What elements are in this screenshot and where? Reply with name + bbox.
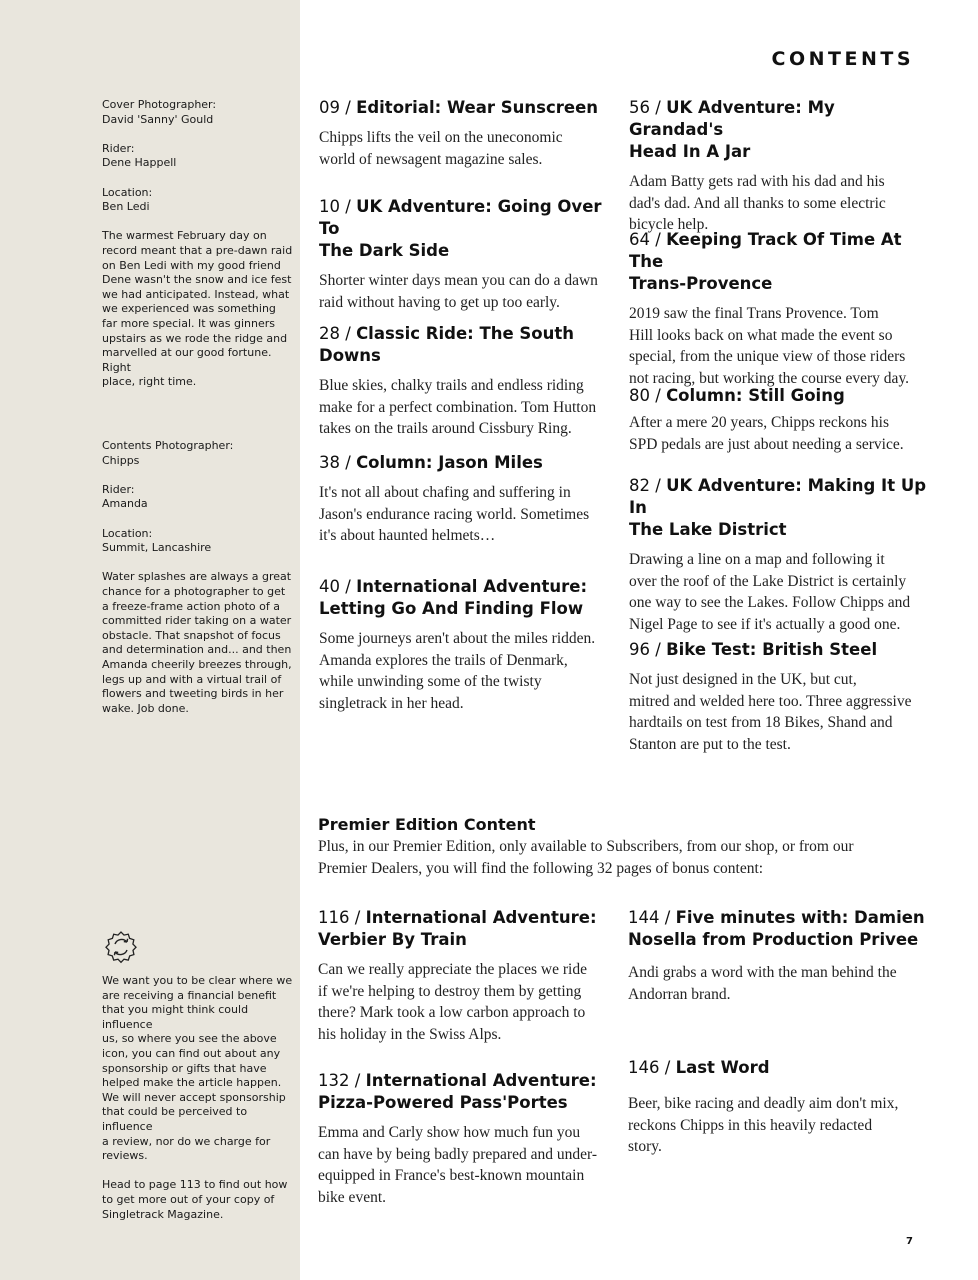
entry-title: Five minutes with: Damien — [675, 908, 925, 927]
cover-rider-label: Rider: — [102, 141, 135, 155]
entry-page-number: 144 — [628, 908, 660, 927]
entry-title-line-2: Nosella from Production Privee — [628, 930, 919, 949]
cover-caption — [102, 229, 294, 390]
entry-title: International Adventure: — [365, 1071, 597, 1090]
caption-line: place, right time. — [102, 375, 197, 389]
entry-description: Some journeys aren't about the miles ridden. Amanda explores the trails of Denmark, while unwinding some of the twisty singletrack in her head. — [319, 630, 596, 712]
sponsorship-footer-line: to get more out of your copy of — [102, 1192, 275, 1206]
page-number: 7 — [906, 1236, 913, 1247]
entry-description: Shorter winter days mean you can do a dawn raid without having to get up too early. — [319, 272, 598, 311]
entry-title: UK Adventure: My Grandad's — [629, 98, 835, 139]
premier-section-description: Plus, in our Premier Edition, only available to Subscribers, from our shop, or from our Premier Dealers, you will find the following 32 pages of bonus content: — [318, 838, 854, 877]
sponsorship-footer-line: Head to page 113 to find out how — [102, 1178, 288, 1192]
cover-location: Ben Ledi — [102, 200, 150, 214]
entry-title-line-2: The Lake District — [629, 520, 787, 539]
caption-line: wake. Job done. — [102, 701, 189, 715]
sponsorship-line: a review, nor do we charge for — [102, 1134, 271, 1148]
cover-photographer: David 'Sanny' Gould — [102, 112, 214, 126]
entry-page-number: 38 — [319, 453, 340, 472]
entry-title-line-2: Pizza-Powered Pass'Portes — [318, 1093, 568, 1112]
toc-entry[interactable] — [628, 1057, 928, 1158]
entry-heading[interactable]: 09 / Editorial: Wear Sunscreen — [319, 98, 599, 117]
contents-rider: Amanda — [102, 497, 148, 511]
entry-heading[interactable]: 40 / International Adventure: Letting Go And Finding Flow — [319, 577, 588, 618]
entry-heading[interactable]: 10 / UK Adventure: Going Over To The Dark Side — [319, 197, 602, 260]
entry-title-line-2: Verbier By Train — [318, 930, 467, 949]
toc-entry[interactable] — [318, 907, 618, 1045]
entry-title: Bike Test: British Steel — [666, 640, 878, 659]
contents-rider-label: Rider: — [102, 482, 135, 496]
entry-heading[interactable]: 96 / Bike Test: British Steel — [629, 640, 878, 659]
entry-title-line-2: Trans-Provence — [629, 274, 773, 293]
contents-caption — [102, 570, 294, 716]
toc-entry[interactable] — [319, 323, 619, 440]
toc-entry[interactable] — [629, 475, 929, 635]
caption-line: committed rider taking on a water — [102, 614, 292, 628]
entry-heading[interactable]: 116 / International Adventure: Verbier By Train — [318, 908, 597, 949]
sponsorship-line: We want you to be clear where we — [102, 974, 293, 987]
cover-credits — [102, 98, 294, 390]
entry-title: International Adventure: — [365, 908, 597, 927]
sponsorship-footer-line: Singletrack Magazine. — [102, 1207, 224, 1221]
contents-photo-credits — [102, 439, 294, 716]
sponsorship-icon — [102, 928, 140, 966]
entry-title: Column: Still Going — [666, 386, 845, 405]
caption-line: Dene wasn't the snow and ice fest — [102, 273, 292, 287]
toc-entry[interactable] — [629, 639, 929, 755]
toc-entry[interactable] — [319, 452, 619, 547]
entry-description: 2019 saw the final Trans Provence. Tom Hill looks back on what made the event so special, from the unique view of those riders not racing, but working the course every day. — [629, 305, 910, 387]
entry-heading[interactable]: 146 / Last Word — [628, 1058, 770, 1077]
entry-heading[interactable]: 56 / UK Adventure: My Grandad's Head In A Jar — [629, 98, 835, 161]
entry-page-number: 56 — [629, 98, 650, 117]
contents-photographer: Chipps — [102, 453, 140, 467]
entry-description: Blue skies, chalky trails and endless riding make for a perfect combination. Tom Hutton takes on the trails around Cissbury Ring. — [319, 377, 597, 438]
caption-line: Water splashes are always a great — [102, 570, 292, 584]
caption-line: flowers and tweeting birds in her — [102, 687, 284, 701]
entry-page-number: 28 — [319, 324, 340, 343]
sponsorship-note — [102, 974, 294, 1222]
entry-description: Can we really appreciate the places we ride if we're helping to destroy them by getting there? Mark took a low carbon approach to his holiday in the Swiss Alps. — [318, 961, 587, 1043]
entry-page-number: 80 — [629, 386, 650, 405]
entry-title: Last Word — [675, 1058, 770, 1077]
toc-entry[interactable] — [628, 907, 928, 1005]
entry-description: Not just designed in the UK, but cut, mitred and welded here too. Three aggressive hardtails on test from 18 Bikes, Shand and Stanton are put to the test. — [629, 671, 912, 753]
premier-section-title: Premier Edition Content — [318, 815, 536, 834]
entry-heading[interactable]: 132 / International Adventure: Pizza-Powered Pass'Portes — [318, 1071, 597, 1112]
entry-description: Adam Batty gets rad with his dad and his dad's dad. And all thanks to some electric bicycle help. — [629, 173, 886, 234]
contents-photographer-label: Contents Photographer: — [102, 439, 234, 452]
entry-title: Column: Jason Miles — [356, 453, 543, 472]
entry-page-number: 64 — [629, 230, 650, 249]
toc-entry[interactable] — [629, 97, 929, 236]
sponsorship-line: us, so where you see the above — [102, 1032, 277, 1046]
entry-heading[interactable]: 144 / Five minutes with: Damien Nosella from Production Privee — [628, 908, 925, 949]
entry-page-number: 09 — [319, 98, 340, 117]
sponsorship-line: icon, you can find out about any — [102, 1046, 281, 1060]
caption-line: on Ben Ledi with my good friend — [102, 258, 281, 272]
entry-title-line-2: Letting Go And Finding Flow — [319, 599, 584, 618]
caption-line: upstairs as we rode the ridge and — [102, 331, 288, 345]
sponsorship-line: are receiving a financial benefit — [102, 988, 277, 1002]
entry-heading[interactable]: 80 / Column: Still Going — [629, 386, 845, 405]
entry-title: UK Adventure: Making It Up In — [629, 476, 927, 517]
cover-location-label: Location: — [102, 185, 153, 199]
entry-title: Keeping Track Of Time At The — [629, 230, 902, 271]
caption-line: a freeze-frame action photo of a — [102, 599, 280, 613]
sponsorship-line: helped make the article happen. — [102, 1076, 282, 1090]
entry-title: Classic Ride: The South Downs — [319, 324, 575, 365]
entry-page-number: 10 — [319, 197, 340, 216]
caption-line: chance for a photographer to get — [102, 584, 286, 598]
entry-page-number: 132 — [318, 1071, 350, 1090]
caption-line: Amanda cheerily breezes through, — [102, 657, 292, 671]
entry-page-number: 146 — [628, 1058, 660, 1077]
toc-entry[interactable] — [319, 196, 619, 313]
toc-entry[interactable] — [318, 1070, 618, 1208]
entry-description: Emma and Carly show how much fun you can have by being badly prepared and under- equipped in France's best-known mountain bike event. — [318, 1124, 597, 1206]
entry-description: Beer, bike racing and deadly aim don't mix, reckons Chipps in this heavily redacted story. — [628, 1095, 899, 1156]
toc-entry[interactable] — [319, 576, 619, 714]
contents-location-label: Location: — [102, 526, 153, 540]
toc-entry[interactable] — [319, 97, 619, 170]
caption-line: we experienced was something — [102, 302, 276, 316]
toc-entry[interactable] — [629, 385, 929, 455]
sponsorship-line: reviews. — [102, 1149, 148, 1163]
entry-page-number: 116 — [318, 908, 350, 927]
entry-page-number: 82 — [629, 476, 650, 495]
caption-line: record meant that a pre-dawn raid — [102, 243, 293, 257]
cover-rider: Dene Happell — [102, 156, 177, 170]
entry-title-line-2: The Dark Side — [319, 241, 450, 260]
entry-description: Drawing a line on a map and following it over the roof of the Lake District is certainly one way to see the Lakes. Follow Chipps and Nigel Page to see if it's actually a good one. — [629, 551, 911, 633]
entry-description: Andi grabs a word with the man behind the Andorran brand. — [628, 964, 897, 1003]
contents-location: Summit, Lancashire — [102, 541, 212, 555]
entry-title: UK Adventure: Going Over To — [319, 197, 602, 238]
page-title: CONTENTS — [771, 48, 914, 70]
sponsorship-line: that could be perceived to influence — [102, 1105, 248, 1133]
sponsorship-line: We will never accept sponsorship — [102, 1090, 286, 1104]
caption-line: and determination and... and then — [102, 643, 292, 657]
entry-title-line-2: Head In A Jar — [629, 142, 751, 161]
entry-description: After a mere 20 years, Chipps reckons his SPD pedals are just about needing a service. — [629, 414, 904, 453]
entry-page-number: 40 — [319, 577, 340, 596]
sponsorship-line: that you might think could influence — [102, 1003, 249, 1031]
caption-line: far more special. It was ginners — [102, 316, 276, 330]
sidebar — [0, 0, 300, 1280]
caption-line: legs up and with a virtual trail of — [102, 672, 282, 686]
entry-page-number: 96 — [629, 640, 650, 659]
entry-heading[interactable]: 28 / Classic Ride: The South Downs — [319, 324, 575, 365]
toc-entry[interactable] — [629, 229, 929, 389]
caption-line: marvelled at our good fortune. Right — [102, 346, 272, 374]
sponsorship-line: sponsorship or gifts that have — [102, 1061, 267, 1075]
caption-line: we had anticipated. Instead, what — [102, 287, 290, 301]
entry-description: It's not all about chafing and suffering in Jason's endurance racing world. Sometimes it's about haunted helmets… — [319, 484, 590, 545]
entry-heading[interactable]: 82 / UK Adventure: Making It Up In The Lake District — [629, 476, 927, 539]
entry-heading[interactable]: 38 / Column: Jason Miles — [319, 453, 543, 472]
entry-title: International Adventure: — [356, 577, 588, 596]
caption-line: The warmest February day on — [102, 229, 267, 243]
entry-title: Editorial: Wear Sunscreen — [356, 98, 599, 117]
caption-line: obstacle. That snapshot of focus — [102, 628, 281, 642]
entry-heading[interactable]: 64 / Keeping Track Of Time At The Trans-Provence — [629, 230, 902, 293]
entry-description: Chipps lifts the veil on the uneconomic world of newsagent magazine sales. — [319, 129, 563, 168]
cover-photographer-label: Cover Photographer: — [102, 98, 217, 111]
